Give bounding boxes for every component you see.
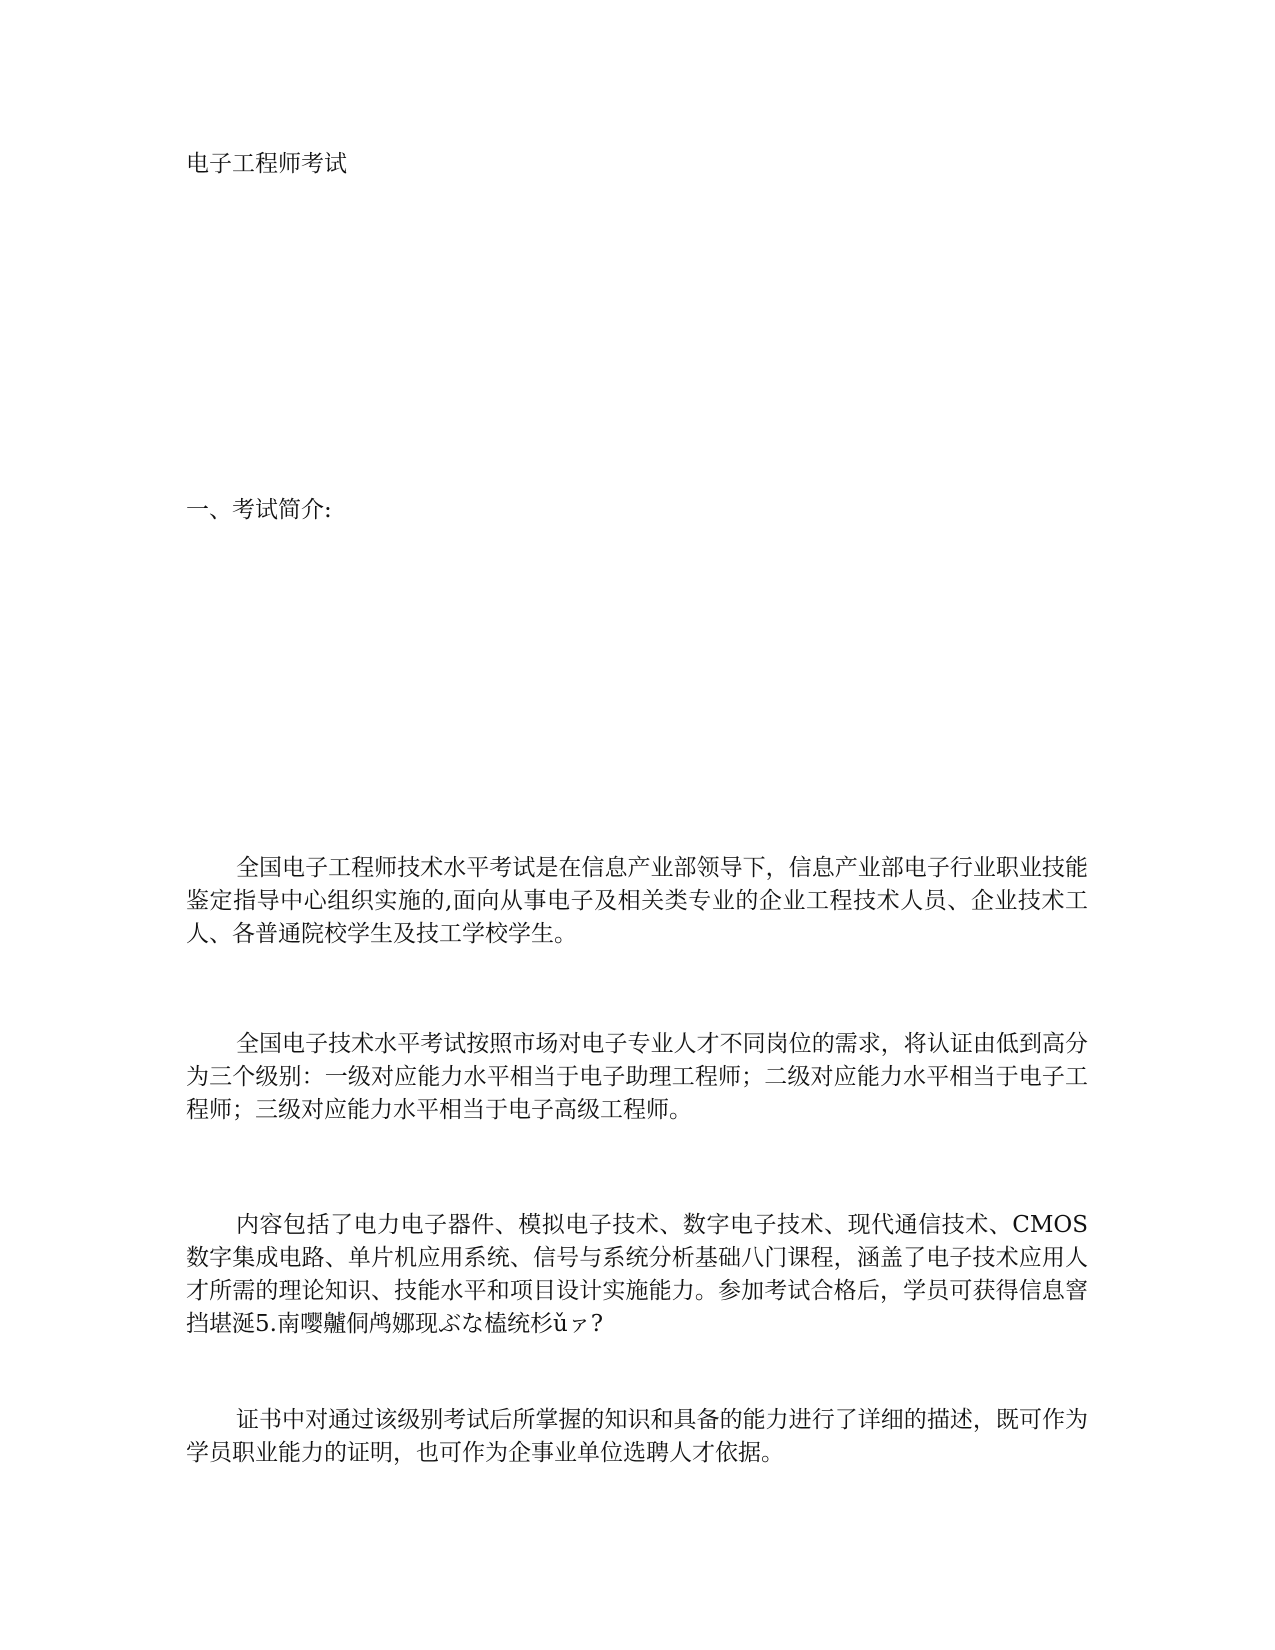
section-heading: 一、考试简介:: [186, 497, 332, 523]
paragraph: 证书中对通过该级别考试后所掌握的知识和具备的能力进行了详细的描述，既可作为学员职业能力的证明，也可作为企事业单位选聘人才依据。: [186, 1407, 1088, 1466]
paragraph: 内容包括了电力电子器件、模拟电子技术、数字电子技术、现代通信技术、CMOS数字集成电路、单片机应用系统、信号与系统分析基础八门课程，涵盖了电子技术应用人才所需的理论知识、技能水平和项目设计实施能力。参加考试合格后，学员可获得信息窨挡堪涎5.南嘤齇侗鸬娜现ぶな榼统杉ǔァ?: [186, 1212, 1088, 1337]
document-title: 电子工程师考试: [186, 151, 347, 177]
paragraph: 全国电子工程师技术水平考试是在信息产业部领导下，信息产业部电子行业职业技能鉴定指导中心组织实施的,面向从事电子及相关类专业的企业工程技术人员、企业技术工人、各普通院校学生及技工学校学生。: [186, 855, 1088, 947]
paragraph: 全国电子技术水平考试按照市场对电子专业人才不同岗位的需求，将认证由低到高分为三个级别：一级对应能力水平相当于电子助理工程师；二级对应能力水平相当于电子工程师；三级对应能力水平相当于电子高级工程师。: [186, 1031, 1088, 1123]
